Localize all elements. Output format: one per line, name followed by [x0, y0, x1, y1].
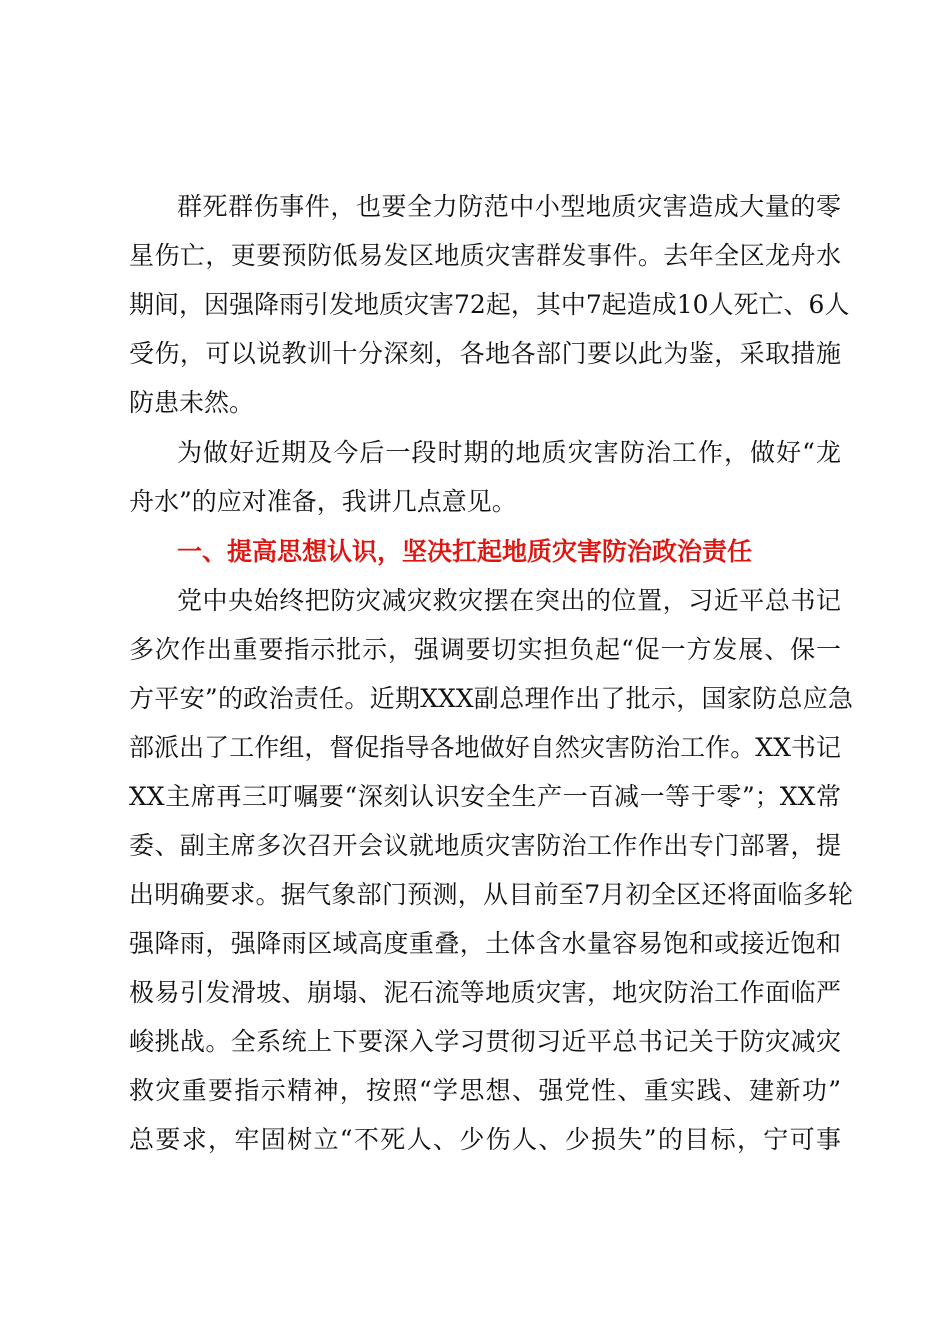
paragraph-1-line-5: [0, 383, 950, 423]
line-text: 方平安”的政治责任。近期XXX副总理作出了批示，国家防总应急: [129, 684, 853, 713]
paragraph-2-line-1: [0, 433, 950, 473]
paragraph-2-line-2: [0, 482, 950, 522]
line-text: 多次作出重要指示批示，强调要切实担负起“促一方发展、保一: [129, 635, 841, 664]
section-paragraph-line-7: [0, 875, 950, 915]
section-paragraph-line-4: [0, 728, 950, 768]
line-text: 极易引发滑坡、崩塌、泥石流等地质灾害，地灾防治工作面临严: [129, 978, 841, 1007]
paragraph-1-line-3: [0, 285, 950, 325]
section-paragraph-line-11: [0, 1071, 950, 1111]
line-text: 防患未然。: [129, 388, 255, 417]
line-text: 期间，因强降雨引发地质灾害72起，其中7起造成10人死亡、6人: [129, 290, 850, 319]
line-text: 强降雨，强降雨区域高度重叠，土体含水量容易饱和或接近饱和: [129, 929, 841, 958]
line-text: XX主席再三叮嘱要“深刻认识安全生产一百减一等于零”；XX常: [129, 782, 841, 811]
section-paragraph-line-2: [0, 630, 950, 670]
line-text: 星伤亡，更要预防低易发区地质灾害群发事件。去年全区龙舟水: [129, 241, 841, 270]
section-paragraph-line-12: [0, 1120, 950, 1160]
line-text: 受伤，可以说教训十分深刻，各地各部门要以此为鉴，采取措施: [129, 339, 841, 368]
line-text: 峻挑战。全系统上下要深入学习贯彻习近平总书记关于防灾减灾: [129, 1027, 841, 1056]
section-paragraph-line-10: [0, 1022, 950, 1062]
paragraph-1-line-4: [0, 334, 950, 374]
section-paragraph-line-3: [0, 679, 950, 719]
line-text: 舟水”的应对准备，我讲几点意见。: [129, 487, 517, 516]
section-paragraph-line-8: [0, 924, 950, 964]
section-heading: [0, 530, 950, 574]
section-paragraph-line-6: [0, 826, 950, 866]
paragraph-1-line-2: [0, 236, 950, 276]
line-text: 为做好近期及今后一段时期的地质灾害防治工作，做好“龙: [177, 438, 841, 467]
line-text: 群死群伤事件，也要全力防范中小型地质灾害造成大量的零: [177, 192, 841, 221]
section-paragraph-line-9: [0, 973, 950, 1013]
line-text: 党中央始终把防灾减灾救灾摆在突出的位置，习近平总书记: [177, 586, 841, 615]
line-text: 委、副主席多次召开会议就地质灾害防治工作作出专门部署，提: [129, 831, 841, 860]
line-text: 部派出了工作组，督促指导各地做好自然灾害防治工作。XX书记: [129, 733, 841, 762]
line-text: 救灾重要指示精神，按照“学思想、强党性、重实践、建新功”: [129, 1076, 841, 1105]
line-text: 出明确要求。据气象部门预测，从目前至7月初全区还将面临多轮: [129, 880, 853, 909]
section-heading-text: 一、提高思想认识，坚决扛起地质灾害防治政治责任: [177, 537, 753, 566]
section-paragraph-line-5: [0, 777, 950, 817]
line-text: 总要求，牢固树立“不死人、少伤人、少损失”的目标，宁可事: [129, 1125, 841, 1154]
paragraph-1-line-1: [0, 187, 950, 227]
section-paragraph-line-1: [0, 581, 950, 621]
